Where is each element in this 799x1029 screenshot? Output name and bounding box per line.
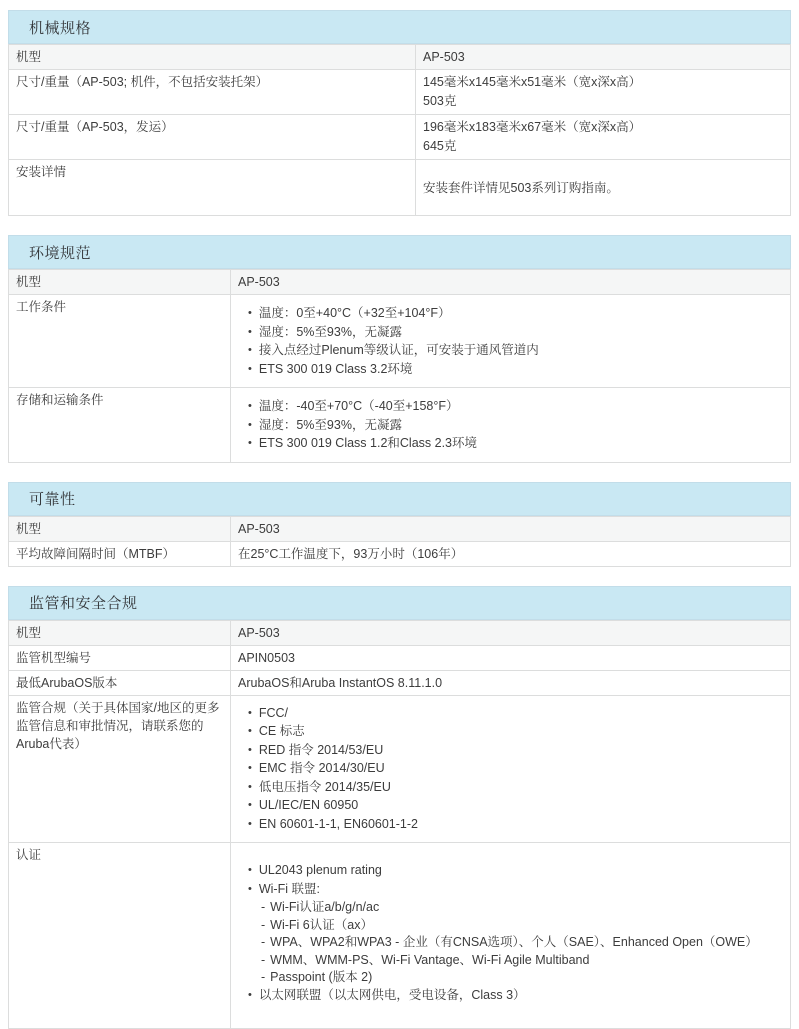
sub-item-text: - WPA、WPA2和WPA3 - 企业（有CNSA选项）、个人（SAE）、Enhanced Open（OWE） — [261, 935, 758, 949]
value-line: 503克 — [423, 92, 783, 111]
bullet-text: • 以太网联盟（以太网供电，受电设备，Class 3） — [248, 988, 526, 1002]
bullet-list — [238, 862, 783, 1005]
table-row — [9, 270, 791, 295]
bullet-text: • ETS 300 019 Class 3.2环境 — [248, 362, 412, 376]
bullet-item — [248, 342, 783, 361]
row-value — [231, 270, 791, 295]
row-label: 存储和运输条件 — [9, 388, 231, 463]
row-label: 工作条件 — [9, 295, 231, 388]
bullet-item — [248, 324, 783, 343]
bullet-text: • 接入点经过Plenum等级认证，可安装于通风管道内 — [248, 343, 539, 357]
bullet-item — [248, 742, 783, 761]
value-text: ArubaOS和Aruba InstantOS 8.11.1.0 — [238, 676, 442, 690]
bullet-text: • EN 60601-1-1, EN60601-1-2 — [248, 817, 418, 831]
bullet-item — [248, 417, 783, 436]
bullet-item — [248, 816, 783, 835]
value-text: AP-503 — [423, 50, 465, 64]
table-row — [9, 115, 791, 160]
spec-table — [8, 620, 791, 1029]
row-value — [231, 295, 791, 388]
value-text: 安装套件详情见503系列订购指南。 — [423, 181, 619, 195]
row-label: 监管机型编号 — [9, 645, 231, 670]
bullet-text: • 低电压指令 2014/35/EU — [248, 780, 391, 794]
row-value — [416, 70, 791, 115]
bullet-item — [248, 987, 783, 1006]
table-row — [9, 620, 791, 645]
bullet-list — [238, 705, 783, 835]
row-value — [416, 115, 791, 160]
section-title: 监管和安全合规 — [8, 586, 791, 620]
bullet-item — [248, 881, 783, 987]
table-row — [9, 388, 791, 463]
row-value — [416, 160, 791, 216]
bullet-text: • FCC/ — [248, 706, 288, 720]
row-label: 监管合规（关于具体国家/地区的更多监管信息和审批情况，请联系您的Aruba代表） — [9, 695, 231, 843]
bullet-text: • 湿度：5%至93%，无凝露 — [248, 325, 402, 339]
spec-table — [8, 516, 791, 567]
table-row — [9, 160, 791, 216]
bullet-item — [248, 862, 783, 881]
section-title: 可靠性 — [8, 482, 791, 516]
bullet-list — [238, 305, 783, 379]
table-row — [9, 45, 791, 70]
spec-section-mechanical — [8, 10, 791, 216]
value-text: AP-503 — [238, 275, 280, 289]
row-label: 尺寸/重量（AP-503; 机件，不包括安装托架） — [9, 70, 416, 115]
row-label: 平均故障间隔时间（MTBF） — [9, 541, 231, 566]
row-value — [231, 645, 791, 670]
bullet-item — [248, 723, 783, 742]
section-title: 机械规格 — [8, 10, 791, 44]
value-line: 196毫米x183毫米x67毫米（宽x深x高） — [423, 118, 783, 137]
row-label: 安装详情 — [9, 160, 416, 216]
bullet-item — [248, 779, 783, 798]
sub-item — [261, 952, 783, 970]
sub-item-text: - Wi-Fi 6认证（ax） — [261, 918, 373, 932]
bullet-text: • UL/IEC/EN 60950 — [248, 798, 358, 812]
spec-table — [8, 44, 791, 216]
bullet-item — [248, 305, 783, 324]
sub-item — [261, 899, 783, 917]
sub-item-text: - Passpoint (版本 2) — [261, 970, 372, 984]
bullet-text: • 温度：0至+40°C（+32至+104°F） — [248, 306, 451, 320]
sub-list — [248, 899, 783, 987]
value-text: APIN0503 — [238, 651, 295, 665]
spec-section-regulatory — [8, 586, 791, 1029]
spec-section-reliability — [8, 482, 791, 567]
sub-item — [261, 969, 783, 987]
bullet-text: • 湿度：5%至93%，无凝露 — [248, 418, 402, 432]
sub-item — [261, 934, 783, 952]
spec-table — [8, 269, 791, 463]
section-title: 环境规范 — [8, 235, 791, 269]
sub-item-text: - Wi-Fi认证a/b/g/n/ac — [261, 900, 379, 914]
row-value — [231, 620, 791, 645]
row-value — [231, 695, 791, 843]
row-label: 机型 — [9, 45, 416, 70]
value-text: AP-503 — [238, 522, 280, 536]
row-label: 机型 — [9, 270, 231, 295]
row-value — [231, 843, 791, 1029]
table-row — [9, 70, 791, 115]
bullet-item — [248, 797, 783, 816]
bullet-text: • 温度：-40至+70°C（-40至+158°F） — [248, 399, 459, 413]
bullet-text: • UL2043 plenum rating — [248, 863, 382, 877]
bullet-item — [248, 760, 783, 779]
value-text: AP-503 — [238, 626, 280, 640]
value-line: 145毫米x145毫米x51毫米（宽x深x高） — [423, 73, 783, 92]
bullet-text: • Wi-Fi 联盟: — [248, 882, 320, 896]
table-row — [9, 295, 791, 388]
bullet-text: • EMC 指令 2014/30/EU — [248, 761, 385, 775]
row-value — [231, 516, 791, 541]
bullet-item — [248, 398, 783, 417]
bullet-text: • ETS 300 019 Class 1.2和Class 2.3环境 — [248, 436, 477, 450]
row-value — [416, 45, 791, 70]
value-text: 在25°C工作温度下，93万小时（106年） — [238, 547, 463, 561]
spec-section-environmental — [8, 235, 791, 463]
bullet-item — [248, 361, 783, 380]
table-row — [9, 670, 791, 695]
bullet-list — [238, 398, 783, 454]
row-label: 机型 — [9, 620, 231, 645]
table-row — [9, 645, 791, 670]
table-row — [9, 541, 791, 566]
row-label: 尺寸/重量（AP-503，发运） — [9, 115, 416, 160]
table-row — [9, 516, 791, 541]
sub-item — [261, 917, 783, 935]
bullet-item — [248, 435, 783, 454]
row-value — [231, 670, 791, 695]
value-line: 645克 — [423, 137, 783, 156]
bullet-text: • CE 标志 — [248, 724, 305, 738]
row-label: 机型 — [9, 516, 231, 541]
bullet-text: • RED 指令 2014/53/EU — [248, 743, 383, 757]
row-label: 最低ArubaOS版本 — [9, 670, 231, 695]
row-value — [231, 541, 791, 566]
table-row — [9, 695, 791, 843]
row-label: 认证 — [9, 843, 231, 1029]
row-value — [231, 388, 791, 463]
sub-item-text: - WMM、WMM-PS、Wi-Fi Vantage、Wi-Fi Agile Multiband — [261, 953, 589, 967]
table-row — [9, 843, 791, 1029]
bullet-item — [248, 705, 783, 724]
